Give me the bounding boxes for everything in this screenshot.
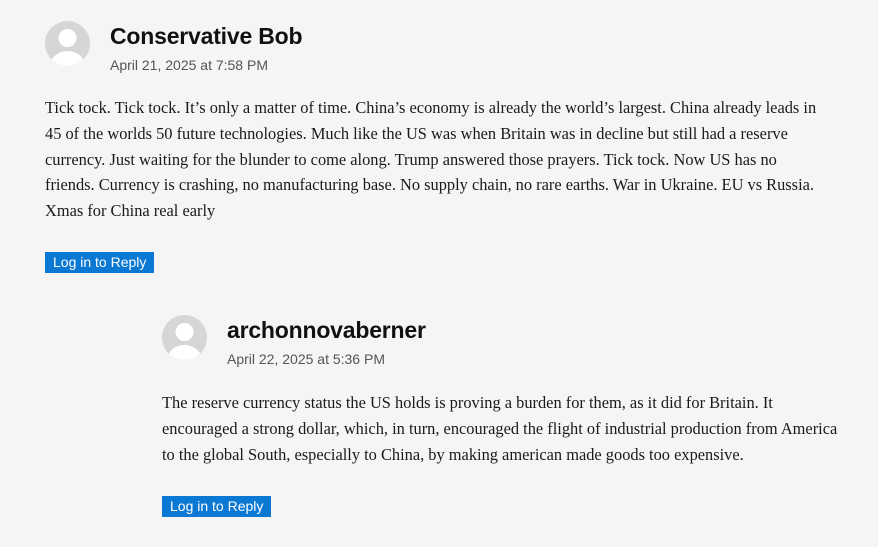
comment-author: archonnovaberner [227,317,426,343]
user-avatar-icon [162,315,207,360]
comment-reply [162,315,842,517]
comment-body: The reserve currency status the US holds is proving a burden for them, as it did for Britain. It encouraged a strong dollar, which, in turn, encouraged the flight of industrial production from America to the global South, especially to China, by making american made goods too expensive. [162,393,838,464]
login-to-reply-button[interactable]: Log in to Reply [162,496,271,517]
comment-date: April 22, 2025 at 5:36 PM [227,351,385,367]
comment-author: Conservative Bob [110,23,303,49]
comment-body: Tick tock. Tick tock. It’s only a matter of time. China’s economy is already the world’s largest. China already leads in 45 of the worlds 50 future technologies. Much like the US was when Britain was in decline but still had a reserve currency. Just waiting for the blunder to come along. Trump answered those prayers. Tick tock. Now US has no friends. Currency is crashing, no manufacturing base. No supply chain, no rare earths. War in Ukraine. EU vs Russia. Xmas for China real early [45,98,817,221]
comment-meta [110,21,302,74]
comment-date: April 21, 2025 at 7:58 PM [110,57,268,73]
user-avatar-icon [45,21,90,66]
login-to-reply-button[interactable]: Log in to Reply [45,252,154,273]
comment [45,21,825,273]
comment-header [162,315,842,367]
comment-header [45,21,825,73]
comment-meta [227,315,426,368]
